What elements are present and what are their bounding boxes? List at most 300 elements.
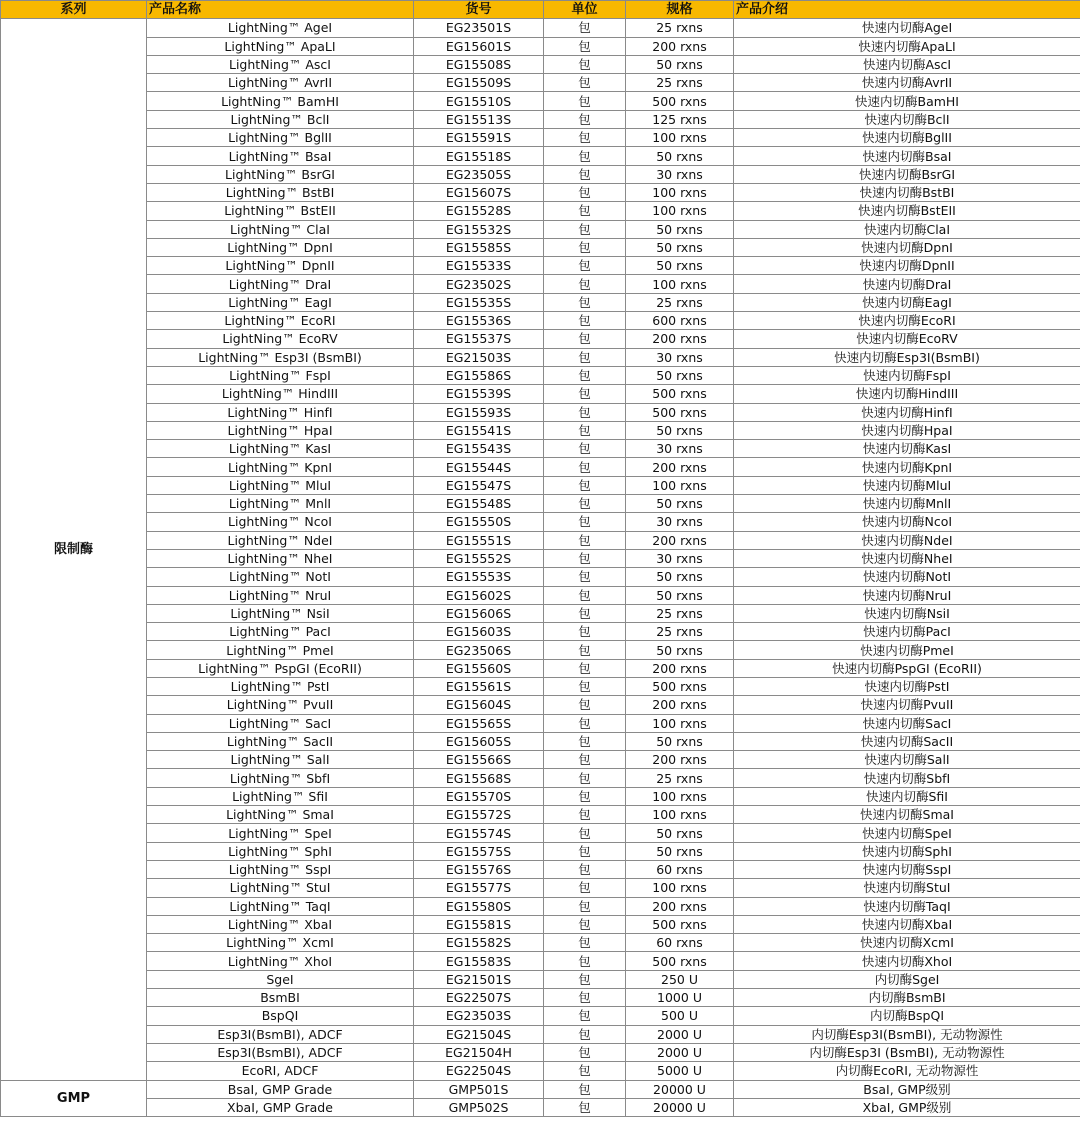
catalog-number-cell[interactable]: EG15568S xyxy=(414,769,544,787)
product-name-cell[interactable]: LightNing™ FspI xyxy=(147,366,414,384)
description-cell[interactable]: 快速内切酶SacII xyxy=(734,732,1080,750)
catalog-number-cell[interactable]: EG15535S xyxy=(414,293,544,311)
product-name-cell[interactable]: LightNing™ NotI xyxy=(147,568,414,586)
description-cell[interactable]: BsaI, GMP级别 xyxy=(734,1080,1080,1098)
unit-cell[interactable]: 包 xyxy=(544,934,626,952)
catalog-number-cell[interactable]: EG15583S xyxy=(414,952,544,970)
spec-cell[interactable]: 50 rxns xyxy=(626,238,734,256)
product-name-cell[interactable]: LightNing™ PspGI (EcoRII) xyxy=(147,659,414,677)
catalog-number-cell[interactable]: EG15603S xyxy=(414,623,544,641)
description-cell[interactable]: 快速内切酶PvuII xyxy=(734,696,1080,714)
spec-cell[interactable]: 125 rxns xyxy=(626,110,734,128)
catalog-number-cell[interactable]: EG15574S xyxy=(414,824,544,842)
spec-cell[interactable]: 20000 U xyxy=(626,1098,734,1116)
spec-cell[interactable]: 20000 U xyxy=(626,1080,734,1098)
unit-cell[interactable]: 包 xyxy=(544,1043,626,1061)
spec-cell[interactable]: 50 rxns xyxy=(626,55,734,73)
description-cell[interactable]: 快速内切酶MluI xyxy=(734,476,1080,494)
unit-cell[interactable]: 包 xyxy=(544,257,626,275)
catalog-number-cell[interactable]: EG15586S xyxy=(414,366,544,384)
product-name-cell[interactable]: LightNing™ SspI xyxy=(147,860,414,878)
description-cell[interactable]: 快速内切酶AscI xyxy=(734,55,1080,73)
product-name-cell[interactable]: LightNing™ ApaLI xyxy=(147,37,414,55)
description-cell[interactable]: 快速内切酶NheI xyxy=(734,549,1080,567)
unit-cell[interactable]: 包 xyxy=(544,677,626,695)
catalog-number-cell[interactable]: EG15510S xyxy=(414,92,544,110)
unit-cell[interactable]: 包 xyxy=(544,531,626,549)
product-name-cell[interactable]: Esp3I(BsmBI), ADCF xyxy=(147,1025,414,1043)
catalog-number-cell[interactable]: EG15513S xyxy=(414,110,544,128)
product-name-cell[interactable]: LightNing™ HindIII xyxy=(147,385,414,403)
spec-cell[interactable]: 250 U xyxy=(626,970,734,988)
description-cell[interactable]: XbaI, GMP级别 xyxy=(734,1098,1080,1116)
col-header-description[interactable]: 产品介绍 xyxy=(734,1,1080,19)
product-name-cell[interactable]: LightNing™ NruI xyxy=(147,586,414,604)
col-header-catalog-number[interactable]: 货号 xyxy=(414,1,544,19)
product-name-cell[interactable]: LightNing™ SmaI xyxy=(147,806,414,824)
unit-cell[interactable]: 包 xyxy=(544,385,626,403)
unit-cell[interactable]: 包 xyxy=(544,897,626,915)
description-cell[interactable]: 快速内切酶BstBI xyxy=(734,183,1080,201)
description-cell[interactable]: 快速内切酶NotI xyxy=(734,568,1080,586)
spec-cell[interactable]: 100 rxns xyxy=(626,714,734,732)
product-name-cell[interactable]: LightNing™ AvrII xyxy=(147,74,414,92)
unit-cell[interactable]: 包 xyxy=(544,92,626,110)
unit-cell[interactable]: 包 xyxy=(544,37,626,55)
spec-cell[interactable]: 600 rxns xyxy=(626,312,734,330)
product-name-cell[interactable]: LightNing™ XbaI xyxy=(147,915,414,933)
product-name-cell[interactable]: LightNing™ BstEII xyxy=(147,202,414,220)
description-cell[interactable]: 快速内切酶SphI xyxy=(734,842,1080,860)
product-name-cell[interactable]: Esp3I(BsmBI), ADCF xyxy=(147,1043,414,1061)
unit-cell[interactable]: 包 xyxy=(544,220,626,238)
description-cell[interactable]: 快速内切酶EagI xyxy=(734,293,1080,311)
unit-cell[interactable]: 包 xyxy=(544,568,626,586)
catalog-number-cell[interactable]: EG15537S xyxy=(414,330,544,348)
unit-cell[interactable]: 包 xyxy=(544,970,626,988)
description-cell[interactable]: 快速内切酶XhoI xyxy=(734,952,1080,970)
spec-cell[interactable]: 5000 U xyxy=(626,1062,734,1080)
spec-cell[interactable]: 30 rxns xyxy=(626,513,734,531)
catalog-number-cell[interactable]: EG15532S xyxy=(414,220,544,238)
spec-cell[interactable]: 25 rxns xyxy=(626,19,734,37)
catalog-number-cell[interactable]: EG15547S xyxy=(414,476,544,494)
catalog-number-cell[interactable]: EG21504H xyxy=(414,1043,544,1061)
catalog-number-cell[interactable]: EG15548S xyxy=(414,495,544,513)
description-cell[interactable]: 快速内切酶MnlI xyxy=(734,495,1080,513)
unit-cell[interactable]: 包 xyxy=(544,604,626,622)
catalog-number-cell[interactable]: EG15561S xyxy=(414,677,544,695)
catalog-number-cell[interactable]: EG15601S xyxy=(414,37,544,55)
unit-cell[interactable]: 包 xyxy=(544,403,626,421)
unit-cell[interactable]: 包 xyxy=(544,860,626,878)
product-name-cell[interactable]: LightNing™ BclI xyxy=(147,110,414,128)
product-name-cell[interactable]: LightNing™ BamHI xyxy=(147,92,414,110)
product-name-cell[interactable]: LightNing™ MnlI xyxy=(147,495,414,513)
spec-cell[interactable]: 50 rxns xyxy=(626,147,734,165)
spec-cell[interactable]: 30 rxns xyxy=(626,348,734,366)
catalog-number-cell[interactable]: GMP501S xyxy=(414,1080,544,1098)
unit-cell[interactable]: 包 xyxy=(544,312,626,330)
catalog-number-cell[interactable]: EG21503S xyxy=(414,348,544,366)
unit-cell[interactable]: 包 xyxy=(544,330,626,348)
product-name-cell[interactable]: LightNing™ EcoRV xyxy=(147,330,414,348)
product-name-cell[interactable]: SgeI xyxy=(147,970,414,988)
catalog-number-cell[interactable]: EG23506S xyxy=(414,641,544,659)
description-cell[interactable]: 快速内切酶FspI xyxy=(734,366,1080,384)
spec-cell[interactable]: 2000 U xyxy=(626,1043,734,1061)
product-name-cell[interactable]: LightNing™ StuI xyxy=(147,879,414,897)
product-name-cell[interactable]: LightNing™ PmeI xyxy=(147,641,414,659)
spec-cell[interactable]: 500 rxns xyxy=(626,677,734,695)
product-name-cell[interactable]: LightNing™ EcoRI xyxy=(147,312,414,330)
description-cell[interactable]: 快速内切酶PspGI (EcoRII) xyxy=(734,659,1080,677)
description-cell[interactable]: 快速内切酶AgeI xyxy=(734,19,1080,37)
spec-cell[interactable]: 25 rxns xyxy=(626,604,734,622)
description-cell[interactable]: 快速内切酶StuI xyxy=(734,879,1080,897)
unit-cell[interactable]: 包 xyxy=(544,366,626,384)
description-cell[interactable]: 快速内切酶EcoRI xyxy=(734,312,1080,330)
product-name-cell[interactable]: LightNing™ KpnI xyxy=(147,458,414,476)
unit-cell[interactable]: 包 xyxy=(544,824,626,842)
spec-cell[interactable]: 100 rxns xyxy=(626,806,734,824)
description-cell[interactable]: 快速内切酶AvrII xyxy=(734,74,1080,92)
unit-cell[interactable]: 包 xyxy=(544,1025,626,1043)
unit-cell[interactable]: 包 xyxy=(544,1098,626,1116)
unit-cell[interactable]: 包 xyxy=(544,1080,626,1098)
spec-cell[interactable]: 50 rxns xyxy=(626,641,734,659)
col-header-unit[interactable]: 单位 xyxy=(544,1,626,19)
description-cell[interactable]: 快速内切酶SalI xyxy=(734,751,1080,769)
spec-cell[interactable]: 500 U xyxy=(626,1007,734,1025)
catalog-number-cell[interactable]: EG23505S xyxy=(414,165,544,183)
spec-cell[interactable]: 500 rxns xyxy=(626,385,734,403)
unit-cell[interactable]: 包 xyxy=(544,714,626,732)
catalog-number-cell[interactable]: EG22507S xyxy=(414,989,544,1007)
product-name-cell[interactable]: LightNing™ MluI xyxy=(147,476,414,494)
spec-cell[interactable]: 100 rxns xyxy=(626,129,734,147)
spec-cell[interactable]: 500 rxns xyxy=(626,952,734,970)
description-cell[interactable]: 内切酶Esp3I (BsmBI), 无动物源性 xyxy=(734,1043,1080,1061)
spec-cell[interactable]: 30 rxns xyxy=(626,165,734,183)
catalog-number-cell[interactable]: EG21501S xyxy=(414,970,544,988)
description-cell[interactable]: 内切酶BsmBI xyxy=(734,989,1080,1007)
description-cell[interactable]: 快速内切酶BamHI xyxy=(734,92,1080,110)
catalog-number-cell[interactable]: EG15577S xyxy=(414,879,544,897)
description-cell[interactable]: 快速内切酶BglII xyxy=(734,129,1080,147)
unit-cell[interactable]: 包 xyxy=(544,659,626,677)
unit-cell[interactable]: 包 xyxy=(544,165,626,183)
description-cell[interactable]: 内切酶BspQI xyxy=(734,1007,1080,1025)
unit-cell[interactable]: 包 xyxy=(544,751,626,769)
spec-cell[interactable]: 50 rxns xyxy=(626,421,734,439)
catalog-number-cell[interactable]: EG15604S xyxy=(414,696,544,714)
description-cell[interactable]: 快速内切酶ApaLI xyxy=(734,37,1080,55)
product-name-cell[interactable]: LightNing™ NsiI xyxy=(147,604,414,622)
unit-cell[interactable]: 包 xyxy=(544,787,626,805)
catalog-number-cell[interactable]: EG15581S xyxy=(414,915,544,933)
spec-cell[interactable]: 50 rxns xyxy=(626,220,734,238)
unit-cell[interactable]: 包 xyxy=(544,458,626,476)
catalog-number-cell[interactable]: EG15553S xyxy=(414,568,544,586)
description-cell[interactable]: 快速内切酶DpnI xyxy=(734,238,1080,256)
unit-cell[interactable]: 包 xyxy=(544,147,626,165)
spec-cell[interactable]: 50 rxns xyxy=(626,586,734,604)
catalog-number-cell[interactable]: EG15539S xyxy=(414,385,544,403)
catalog-number-cell[interactable]: EG15593S xyxy=(414,403,544,421)
description-cell[interactable]: 快速内切酶SspI xyxy=(734,860,1080,878)
spec-cell[interactable]: 100 rxns xyxy=(626,275,734,293)
description-cell[interactable]: 快速内切酶SpeI xyxy=(734,824,1080,842)
catalog-number-cell[interactable]: EG15518S xyxy=(414,147,544,165)
unit-cell[interactable]: 包 xyxy=(544,275,626,293)
spec-cell[interactable]: 1000 U xyxy=(626,989,734,1007)
catalog-number-cell[interactable]: EG15565S xyxy=(414,714,544,732)
unit-cell[interactable]: 包 xyxy=(544,769,626,787)
spec-cell[interactable]: 100 rxns xyxy=(626,879,734,897)
unit-cell[interactable]: 包 xyxy=(544,915,626,933)
unit-cell[interactable]: 包 xyxy=(544,421,626,439)
description-cell[interactable]: 快速内切酶XbaI xyxy=(734,915,1080,933)
catalog-number-cell[interactable]: EG15580S xyxy=(414,897,544,915)
description-cell[interactable]: 快速内切酶HindIII xyxy=(734,385,1080,403)
product-name-cell[interactable]: LightNing™ AgeI xyxy=(147,19,414,37)
spec-cell[interactable]: 50 rxns xyxy=(626,824,734,842)
series-cell[interactable]: GMP xyxy=(1,1080,147,1117)
product-name-cell[interactable]: LightNing™ SphI xyxy=(147,842,414,860)
product-name-cell[interactable]: LightNing™ AscI xyxy=(147,55,414,73)
catalog-number-cell[interactable]: EG15533S xyxy=(414,257,544,275)
product-name-cell[interactable]: LightNing™ SacI xyxy=(147,714,414,732)
product-name-cell[interactable]: LightNing™ Esp3I (BsmBI) xyxy=(147,348,414,366)
catalog-number-cell[interactable]: EG15550S xyxy=(414,513,544,531)
unit-cell[interactable]: 包 xyxy=(544,842,626,860)
spec-cell[interactable]: 200 rxns xyxy=(626,696,734,714)
description-cell[interactable]: 内切酶SgeI xyxy=(734,970,1080,988)
product-name-cell[interactable]: LightNing™ PacI xyxy=(147,623,414,641)
product-name-cell[interactable]: LightNing™ BsaI xyxy=(147,147,414,165)
spec-cell[interactable]: 200 rxns xyxy=(626,659,734,677)
product-name-cell[interactable]: LightNing™ SacII xyxy=(147,732,414,750)
spec-cell[interactable]: 100 rxns xyxy=(626,787,734,805)
unit-cell[interactable]: 包 xyxy=(544,952,626,970)
description-cell[interactable]: 内切酶EcoRI, 无动物源性 xyxy=(734,1062,1080,1080)
unit-cell[interactable]: 包 xyxy=(544,55,626,73)
catalog-number-cell[interactable]: EG15528S xyxy=(414,202,544,220)
spec-cell[interactable]: 2000 U xyxy=(626,1025,734,1043)
product-name-cell[interactable]: BspQI xyxy=(147,1007,414,1025)
spec-cell[interactable]: 50 rxns xyxy=(626,257,734,275)
spec-cell[interactable]: 50 rxns xyxy=(626,568,734,586)
catalog-number-cell[interactable]: EG23503S xyxy=(414,1007,544,1025)
spec-cell[interactable]: 200 rxns xyxy=(626,531,734,549)
unit-cell[interactable]: 包 xyxy=(544,696,626,714)
unit-cell[interactable]: 包 xyxy=(544,495,626,513)
catalog-number-cell[interactable]: EG15570S xyxy=(414,787,544,805)
catalog-number-cell[interactable]: EG15544S xyxy=(414,458,544,476)
unit-cell[interactable]: 包 xyxy=(544,623,626,641)
catalog-number-cell[interactable]: EG15575S xyxy=(414,842,544,860)
product-name-cell[interactable]: LightNing™ SbfI xyxy=(147,769,414,787)
catalog-number-cell[interactable]: EG15572S xyxy=(414,806,544,824)
unit-cell[interactable]: 包 xyxy=(544,129,626,147)
product-name-cell[interactable]: LightNing™ BstBI xyxy=(147,183,414,201)
catalog-number-cell[interactable]: EG23501S xyxy=(414,19,544,37)
product-name-cell[interactable]: LightNing™ EagI xyxy=(147,293,414,311)
product-name-cell[interactable]: LightNing™ KasI xyxy=(147,440,414,458)
product-name-cell[interactable]: LightNing™ PstI xyxy=(147,677,414,695)
description-cell[interactable]: 快速内切酶PstI xyxy=(734,677,1080,695)
unit-cell[interactable]: 包 xyxy=(544,513,626,531)
spec-cell[interactable]: 25 rxns xyxy=(626,769,734,787)
description-cell[interactable]: 快速内切酶SbfI xyxy=(734,769,1080,787)
spec-cell[interactable]: 60 rxns xyxy=(626,934,734,952)
spec-cell[interactable]: 50 rxns xyxy=(626,366,734,384)
catalog-number-cell[interactable]: EG15536S xyxy=(414,312,544,330)
catalog-number-cell[interactable]: EG15605S xyxy=(414,732,544,750)
unit-cell[interactable]: 包 xyxy=(544,74,626,92)
catalog-number-cell[interactable]: EG23502S xyxy=(414,275,544,293)
spec-cell[interactable]: 60 rxns xyxy=(626,860,734,878)
product-name-cell[interactable]: LightNing™ DraI xyxy=(147,275,414,293)
product-name-cell[interactable]: EcoRI, ADCF xyxy=(147,1062,414,1080)
spec-cell[interactable]: 500 rxns xyxy=(626,403,734,421)
unit-cell[interactable]: 包 xyxy=(544,549,626,567)
product-name-cell[interactable]: LightNing™ SfiI xyxy=(147,787,414,805)
description-cell[interactable]: 快速内切酶BsaI xyxy=(734,147,1080,165)
description-cell[interactable]: 快速内切酶HinfI xyxy=(734,403,1080,421)
description-cell[interactable]: 快速内切酶HpaI xyxy=(734,421,1080,439)
spec-cell[interactable]: 200 rxns xyxy=(626,330,734,348)
product-name-cell[interactable]: LightNing™ HpaI xyxy=(147,421,414,439)
catalog-number-cell[interactable]: EG15560S xyxy=(414,659,544,677)
catalog-number-cell[interactable]: EG15552S xyxy=(414,549,544,567)
spec-cell[interactable]: 500 rxns xyxy=(626,92,734,110)
description-cell[interactable]: 快速内切酶SfiI xyxy=(734,787,1080,805)
spec-cell[interactable]: 100 rxns xyxy=(626,183,734,201)
product-name-cell[interactable]: BsmBI xyxy=(147,989,414,1007)
catalog-number-cell[interactable]: EG15551S xyxy=(414,531,544,549)
catalog-number-cell[interactable]: EG15582S xyxy=(414,934,544,952)
unit-cell[interactable]: 包 xyxy=(544,641,626,659)
product-name-cell[interactable]: LightNing™ BsrGI xyxy=(147,165,414,183)
description-cell[interactable]: 快速内切酶BsrGI xyxy=(734,165,1080,183)
product-name-cell[interactable]: LightNing™ NcoI xyxy=(147,513,414,531)
catalog-number-cell[interactable]: EG15541S xyxy=(414,421,544,439)
unit-cell[interactable]: 包 xyxy=(544,19,626,37)
unit-cell[interactable]: 包 xyxy=(544,586,626,604)
catalog-number-cell[interactable]: EG15607S xyxy=(414,183,544,201)
catalog-number-cell[interactable]: EG21504S xyxy=(414,1025,544,1043)
unit-cell[interactable]: 包 xyxy=(544,293,626,311)
product-name-cell[interactable]: LightNing™ DpnI xyxy=(147,238,414,256)
col-header-spec[interactable]: 规格 xyxy=(626,1,734,19)
product-name-cell[interactable]: LightNing™ ClaI xyxy=(147,220,414,238)
unit-cell[interactable]: 包 xyxy=(544,1062,626,1080)
description-cell[interactable]: 快速内切酶BclI xyxy=(734,110,1080,128)
product-name-cell[interactable]: LightNing™ TaqI xyxy=(147,897,414,915)
product-name-cell[interactable]: LightNing™ NdeI xyxy=(147,531,414,549)
spec-cell[interactable]: 50 rxns xyxy=(626,732,734,750)
product-name-cell[interactable]: LightNing™ DpnII xyxy=(147,257,414,275)
description-cell[interactable]: 快速内切酶DpnII xyxy=(734,257,1080,275)
spec-cell[interactable]: 200 rxns xyxy=(626,37,734,55)
description-cell[interactable]: 快速内切酶TaqI xyxy=(734,897,1080,915)
catalog-number-cell[interactable]: EG22504S xyxy=(414,1062,544,1080)
catalog-number-cell[interactable]: EG15602S xyxy=(414,586,544,604)
product-name-cell[interactable]: LightNing™ SpeI xyxy=(147,824,414,842)
unit-cell[interactable]: 包 xyxy=(544,879,626,897)
description-cell[interactable]: 快速内切酶NcoI xyxy=(734,513,1080,531)
spec-cell[interactable]: 50 rxns xyxy=(626,495,734,513)
product-name-cell[interactable]: XbaI, GMP Grade xyxy=(147,1098,414,1116)
description-cell[interactable]: 快速内切酶KasI xyxy=(734,440,1080,458)
product-name-cell[interactable]: LightNing™ BglII xyxy=(147,129,414,147)
unit-cell[interactable]: 包 xyxy=(544,202,626,220)
col-header-series[interactable]: 系列 xyxy=(1,1,147,19)
description-cell[interactable]: 快速内切酶NdeI xyxy=(734,531,1080,549)
spec-cell[interactable]: 50 rxns xyxy=(626,842,734,860)
unit-cell[interactable]: 包 xyxy=(544,1007,626,1025)
unit-cell[interactable]: 包 xyxy=(544,183,626,201)
description-cell[interactable]: 快速内切酶KpnI xyxy=(734,458,1080,476)
spec-cell[interactable]: 100 rxns xyxy=(626,202,734,220)
series-cell[interactable]: 限制酶 xyxy=(1,19,147,1080)
catalog-number-cell[interactable]: EG15591S xyxy=(414,129,544,147)
product-name-cell[interactable]: LightNing™ XcmI xyxy=(147,934,414,952)
description-cell[interactable]: 快速内切酶ClaI xyxy=(734,220,1080,238)
unit-cell[interactable]: 包 xyxy=(544,348,626,366)
spec-cell[interactable]: 100 rxns xyxy=(626,476,734,494)
unit-cell[interactable]: 包 xyxy=(544,989,626,1007)
description-cell[interactable]: 快速内切酶XcmI xyxy=(734,934,1080,952)
spec-cell[interactable]: 200 rxns xyxy=(626,458,734,476)
catalog-number-cell[interactable]: EG15508S xyxy=(414,55,544,73)
catalog-number-cell[interactable]: EG15543S xyxy=(414,440,544,458)
catalog-number-cell[interactable]: EG15585S xyxy=(414,238,544,256)
unit-cell[interactable]: 包 xyxy=(544,806,626,824)
catalog-number-cell[interactable]: EG15566S xyxy=(414,751,544,769)
spec-cell[interactable]: 30 rxns xyxy=(626,440,734,458)
product-name-cell[interactable]: LightNing™ XhoI xyxy=(147,952,414,970)
col-header-product-name[interactable]: 产品名称 xyxy=(147,1,414,19)
description-cell[interactable]: 快速内切酶Esp3I(BsmBI) xyxy=(734,348,1080,366)
description-cell[interactable]: 快速内切酶EcoRV xyxy=(734,330,1080,348)
unit-cell[interactable]: 包 xyxy=(544,440,626,458)
description-cell[interactable]: 快速内切酶NsiI xyxy=(734,604,1080,622)
description-cell[interactable]: 快速内切酶BstEII xyxy=(734,202,1080,220)
description-cell[interactable]: 快速内切酶NruI xyxy=(734,586,1080,604)
description-cell[interactable]: 内切酶Esp3I(BsmBI), 无动物源性 xyxy=(734,1025,1080,1043)
unit-cell[interactable]: 包 xyxy=(544,110,626,128)
description-cell[interactable]: 快速内切酶SacI xyxy=(734,714,1080,732)
catalog-number-cell[interactable]: EG15509S xyxy=(414,74,544,92)
description-cell[interactable]: 快速内切酶PmeI xyxy=(734,641,1080,659)
unit-cell[interactable]: 包 xyxy=(544,476,626,494)
product-name-cell[interactable]: BsaI, GMP Grade xyxy=(147,1080,414,1098)
spec-cell[interactable]: 200 rxns xyxy=(626,897,734,915)
description-cell[interactable]: 快速内切酶DraI xyxy=(734,275,1080,293)
product-name-cell[interactable]: LightNing™ HinfI xyxy=(147,403,414,421)
spec-cell[interactable]: 25 rxns xyxy=(626,293,734,311)
description-cell[interactable]: 快速内切酶PacI xyxy=(734,623,1080,641)
spec-cell[interactable]: 25 rxns xyxy=(626,74,734,92)
spec-cell[interactable]: 25 rxns xyxy=(626,623,734,641)
unit-cell[interactable]: 包 xyxy=(544,732,626,750)
catalog-number-cell[interactable]: EG15606S xyxy=(414,604,544,622)
catalog-number-cell[interactable]: EG15576S xyxy=(414,860,544,878)
description-cell[interactable]: 快速内切酶SmaI xyxy=(734,806,1080,824)
